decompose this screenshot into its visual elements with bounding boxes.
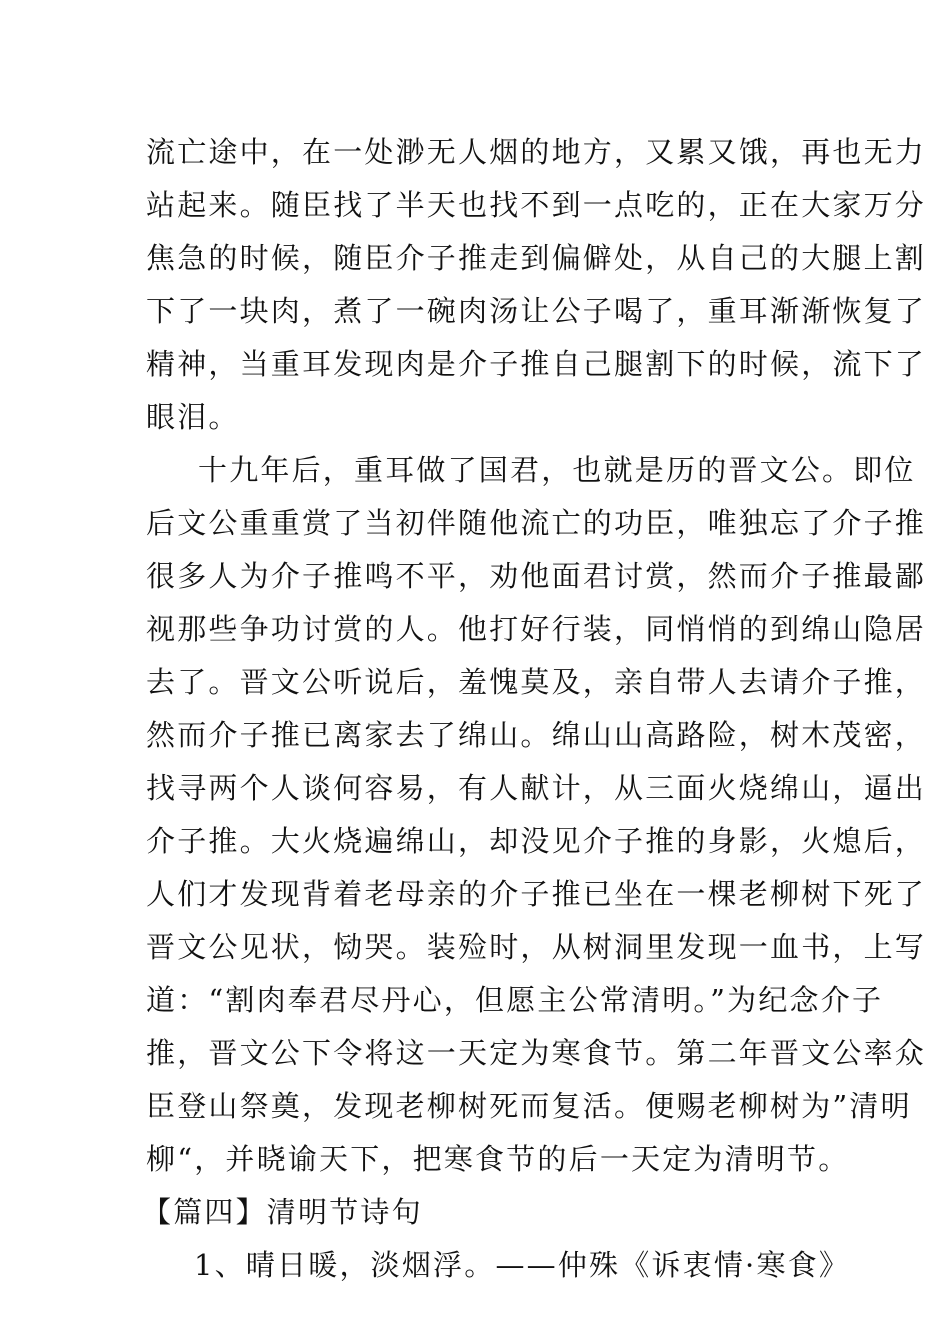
text-line: 柳“，并晓谕天下，把寒食节的后一天定为清明节。 — [146, 1142, 850, 1176]
text-line: 下了一块肉，煮了一碗肉汤让公子喝了，重耳渐渐恢复了 — [146, 294, 927, 328]
section-heading: 【篇四】清明节诗句 — [142, 1195, 423, 1229]
text-line: 道：“割肉奉君尽丹心，但愿主公常清明。”为纪念介子 — [146, 983, 884, 1017]
text-line: 站起来。随臣找了半天也找不到一点吃的，正在大家万分 — [146, 188, 927, 222]
text-line: 然而介子推已离家去了绵山。绵山山高路险，树木茂密， — [146, 718, 927, 752]
text-line: 眼泪。 — [146, 400, 240, 434]
text-line: 视那些争功讨赏的人。他打好行装，同悄悄的到绵山隐居 — [146, 612, 927, 646]
text-line: 臣登山祭奠，发现老柳树死而复活。便赐老柳树为”清明 — [146, 1089, 912, 1123]
text-line: 人们才发现背着老母亲的介子推已坐在一棵老柳树下死了 — [146, 877, 927, 911]
text-line: 去了。晋文公听说后，羞愧莫及，亲自带人去请介子推， — [146, 665, 927, 699]
text-line: 后文公重重赏了当初伴随他流亡的功臣，唯独忘了介子推 — [146, 506, 927, 540]
paragraph-first-line: 十九年后，重耳做了国君，也就是历的晋文公。即位 — [198, 453, 916, 487]
text-line: 很多人为介子推鸣不平，劝他面君讨赏，然而介子推最鄙 — [146, 559, 927, 593]
text-line: 精神，当重耳发现肉是介子推自己腿割下的时候，流下了 — [146, 347, 927, 381]
text-line: 流亡途中，在一处渺无人烟的地方，又累又饿，再也无力 — [146, 135, 927, 169]
poem-line: 1、晴日暖，淡烟浮。——仲殊《诉衷情·寒食》 — [194, 1248, 851, 1282]
text-line: 推，晋文公下令将这一天定为寒食节。第二年晋文公率众 — [146, 1036, 927, 1070]
text-line: 焦急的时候，随臣介子推走到偏僻处，从自己的大腿上割 — [146, 241, 927, 275]
text-line: 找寻两个人谈何容易，有人献计，从三面火烧绵山，逼出 — [146, 771, 927, 805]
text-line: 晋文公见状，恸哭。装殓时，从树洞里发现一血书，上写 — [146, 930, 927, 964]
text-line: 介子推。大火烧遍绵山，却没见介子推的身影，火熄后， — [146, 824, 927, 858]
